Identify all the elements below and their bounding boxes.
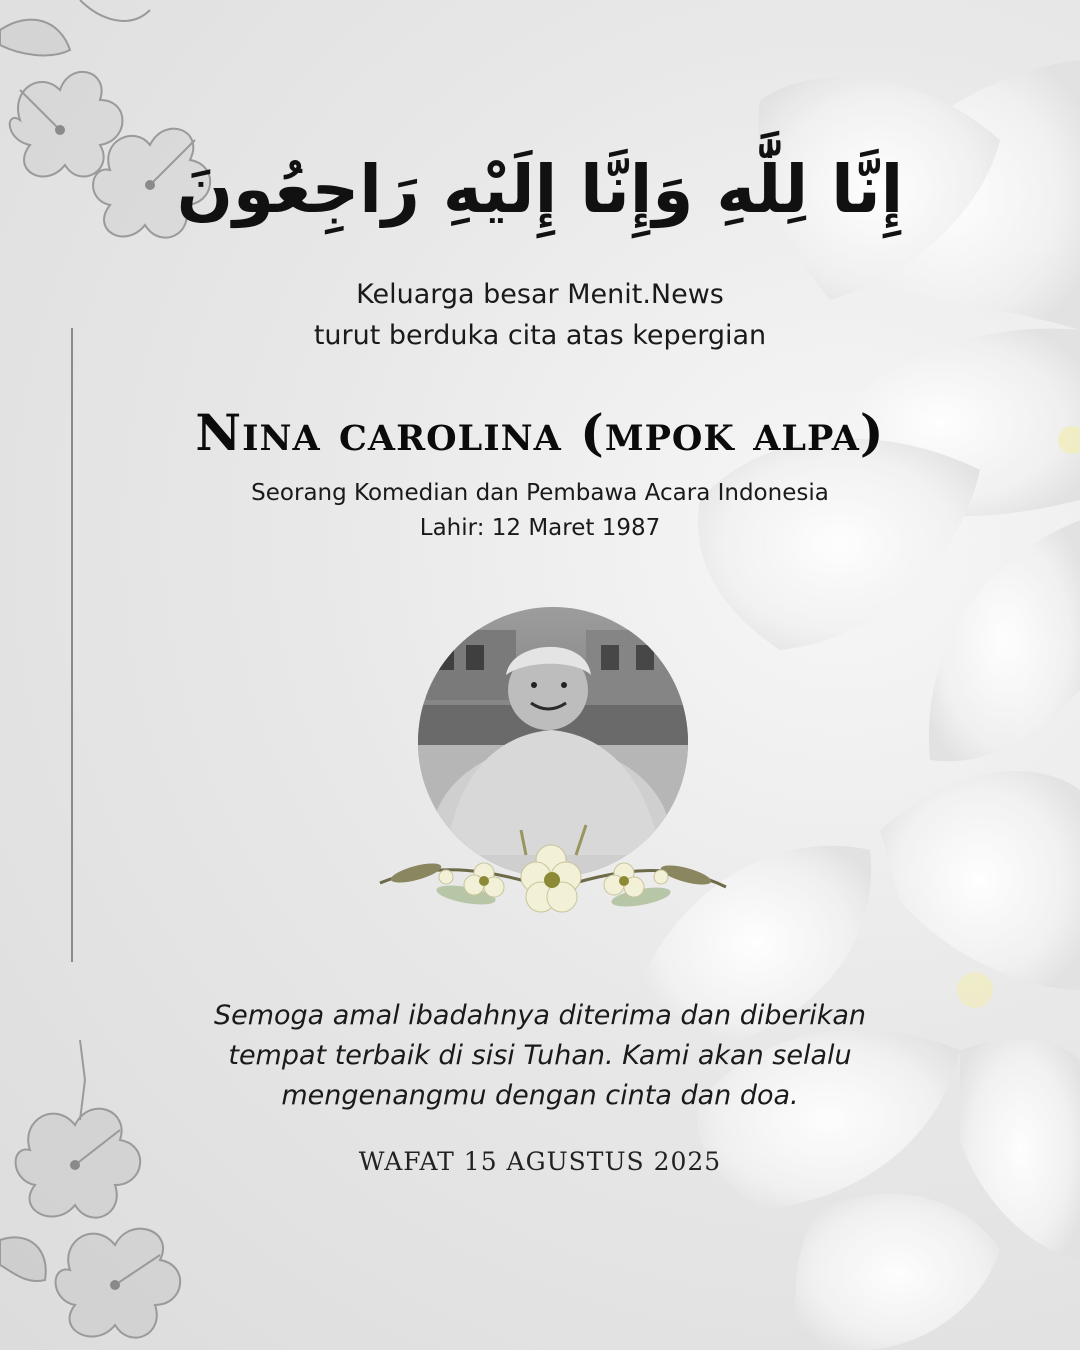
intro-line-2: turut berduka cita atas kepergian: [313, 320, 767, 351]
death-date: WAFAT 15 AGUSTUS 2025: [358, 1147, 722, 1176]
portrait-photo: [376, 605, 730, 935]
istirja-calligraphy: إِنَّا لِلَّٰهِ وَإِنَّا إِلَيْهِ رَاجِعُونَ: [176, 151, 904, 228]
intro-line-1: Keluarga besar Menit.News: [356, 279, 724, 310]
deceased-birth-date: Lahir: 12 Maret 1987: [419, 515, 661, 541]
deceased-name: Nina carolina (mpok alpa): [195, 403, 885, 462]
prayer-message: [0, 996, 1080, 1116]
prayer-line-3: mengenangmu dengan cinta dan doa.: [281, 1080, 799, 1111]
deceased-occupation: Seorang Komedian dan Pembawa Acara Indonesia: [251, 480, 829, 506]
prayer-line-1: Semoga amal ibadahnya diterima dan diberikan: [213, 1000, 867, 1031]
prayer-line-2: tempat terbaik di sisi Tuhan. Kami akan selalu: [228, 1040, 852, 1071]
intro-text: [0, 274, 1080, 356]
portrait-frame: [376, 605, 730, 935]
deceased-details: [0, 476, 1080, 546]
